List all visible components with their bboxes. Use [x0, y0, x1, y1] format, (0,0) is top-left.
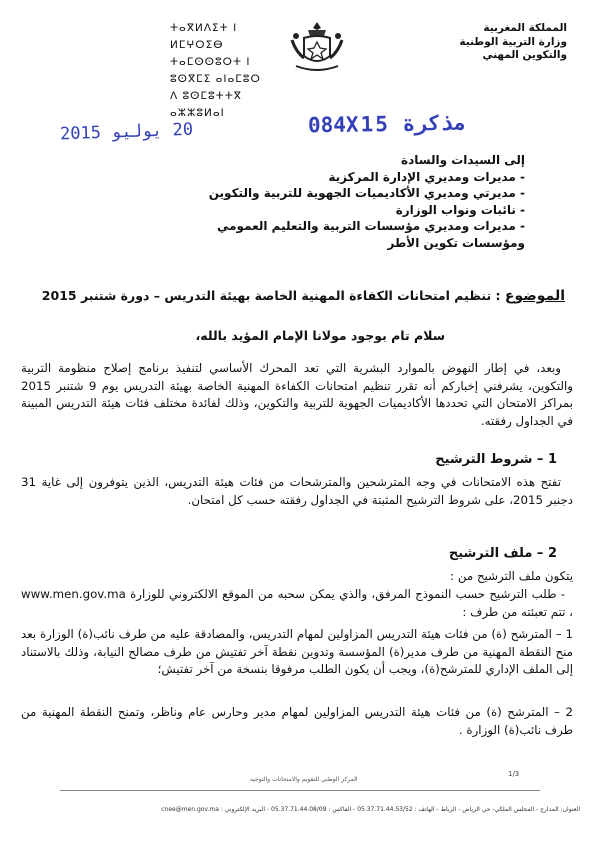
- subject-text: : تنظيم امتحانات الكفاءة المهنية الخاصة بهيئة التدريس – دورة شتنبر 2015: [41, 288, 501, 303]
- section-body: تفتح هذه الامتحانات في وجه المترشحين والمترشحات من فئات هيئة التدريس، الذين يتوفرون إلى غاية 31 دجنبر 2015، على شروط الترشيح المثبتة في الجداول رفقته حسب كل امتحان.: [21, 475, 573, 507]
- section-body: 1 – المترشح (ة) من فئات هيئة التدريس المزاولين لمهام التدريس، والمصادقة عليه من طرف نائب(ة) الوزارة بعد منح النقطة المهنية من طرف مدير(ة) المؤسسة وتدوين نقطة آخر تفتيش من طرف مصالح النيابة، وذلك بالاستناد إلى الملف الإداري للمترشح(ة)، ويجب أن يكون الطلب مرفوقا بنسخة من آخر تفتيش؛: [21, 627, 573, 676]
- recipient-line: - مديرتي ومديري الأكاديميات الجهوية للتربية والتكوين: [208, 186, 525, 200]
- section-heading: 2 – ملف الترشيح: [448, 546, 557, 561]
- letterhead-line: المملكة المغربية: [483, 22, 567, 34]
- footer-divider: [60, 790, 540, 791]
- recipient-line: - مديرات ومديري مؤسسات التربية والتعليم العمومي: [216, 219, 525, 233]
- footer-address: العنوان: المدارج - المجلس الملكي- حي الرياض - الرباط - الهاتف : 05.37.71.44.53/52 - الفاكس : 05.37.71.44.08/09 - البريد الإلكتروني : cnee@men.gov.ma: [161, 806, 580, 813]
- royal-emblem-icon: [286, 18, 348, 80]
- tifinagh-line: ⵜⴰⴳⵍⴷⵉⵜ ⵏ ⵍⵎⵖⵔⵉⴱ: [170, 22, 238, 51]
- recipient-line: - نائبات ونواب الوزارة: [395, 202, 525, 217]
- recipient-line: ومؤسسات تكوين الأطر: [387, 235, 525, 250]
- section-body: 2 – المترشح (ة) من فئات هيئة التدريس المزاولين لمهام مدير وحارس عام وناظر، وتمنح النقطة المهنية من طرف نائب(ة) الوزارة .: [21, 705, 573, 737]
- letterhead-tifinagh: [170, 20, 280, 122]
- page-number: 1/3: [508, 770, 520, 778]
- memo-number-stamp: مذكرة 084X15: [307, 110, 466, 138]
- salutation: سلام تام بوجود مولانا الإمام المؤيد بالله،: [195, 328, 445, 343]
- section-heading: 1 – شروط الترشيح: [435, 452, 557, 467]
- tifinagh-line: ⵜⴰⵎⵙⵙⵓⵔⵜ ⵏ ⵓⵙⴳⵎⵉ ⴰⵏⴰⵎⵓⵔ: [170, 56, 261, 85]
- recipient-line: إلى السيدات والسادة: [401, 153, 525, 167]
- letterhead-line: وزارة التربية الوطنية: [459, 35, 567, 48]
- section-body: - طلب الترشيح حسب النموذج المرفق، والذي يمكن سحبه من الموقع الالكتروني للوزارة www.men.gov.ma ، تتم تعبئته من طرف :: [21, 587, 573, 619]
- footer-organization: المركز الوطني للتقويم والامتحانات والتوجيه: [250, 776, 358, 783]
- date-stamp: 20 يوليو 2015: [59, 119, 194, 145]
- letterhead-arabic: [447, 22, 567, 63]
- subject-line: [41, 288, 565, 304]
- tifinagh-line: ⴷ ⵓⵙⵎⵓⵜⵜⴳ ⴰⵣⵣⵓⵍⴰⵏ: [170, 90, 242, 119]
- section-body: يتكون ملف الترشيح من :: [450, 569, 573, 583]
- recipient-line: - مديرات ومديري الإدارة المركزية: [328, 169, 525, 184]
- letterhead-line: والتكوين المهني: [482, 49, 567, 61]
- subject-label: الموضوع: [504, 288, 565, 304]
- recipients-block: [105, 152, 525, 251]
- intro-paragraph: وبعد، في إطار النهوض بالموارد البشرية التي تعد المحرك الأساسي لتنفيذ برنامج إصلاح منظومة التربية والتكوين، يشرفني إخباركم أنه تقرر تنظيم امتحانات الكفاءة المهنية الخاصة بهيئة التدريس يوم 9 شتنبر 2015 بمراكز الامتحان التي تحددها الأكاديميات الجهوية للتربية والتكوين، وذلك لفائدة مختلف فئات هيئة التدريس المبينة في الجداول رفقته.: [21, 361, 573, 428]
